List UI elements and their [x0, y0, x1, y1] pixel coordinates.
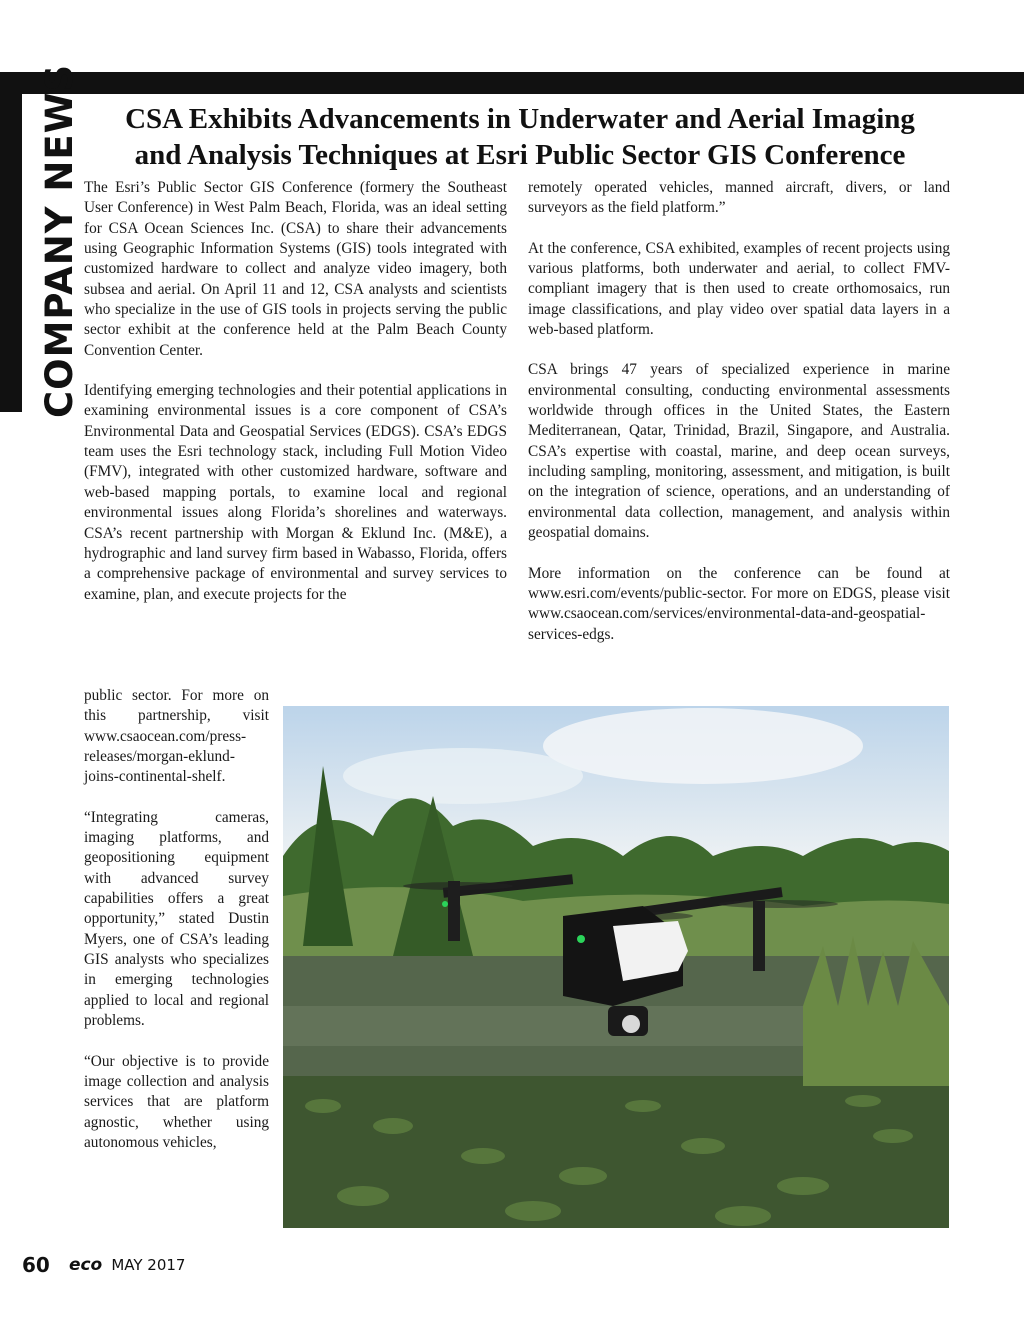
- drone-photo: [283, 706, 949, 1228]
- body-paragraph: “Integrating cameras, imaging platforms, and geopositioning equipment with advanced survey capabilities offers a great opportunity,” stated Dustin Myers, one of CSA’s leading GIS analysts who specializes in emerging technologies applied to local and regional problems.: [84, 808, 269, 1030]
- headline-line-1: CSA Exhibits Advancements in Underwater and Aerial Imaging: [125, 103, 915, 135]
- headline-line-2: and Analysis Techniques at Esri Public Sector GIS Conference: [134, 139, 906, 171]
- body-paragraph: The Esri’s Public Sector GIS Conference (formery the Southeast User Conference) in West Palm Beach, Florida, was an ideal setting for CSA Ocean Sciences Inc. (CSA) to share their advancements using Geographic Information Systems (GIS) tools integrated with customized hardware to collect and analyze video imagery, both subsea and aerial. On April 11 and 12, CSA analysts and scientists who specialize in the use of GIS tools in projects serving the public sector exhibit at the conference held at the Palm Beach County Convention Center.: [84, 179, 507, 359]
- left-column: [84, 178, 507, 605]
- body-paragraph: “Our objective is to provide image collection and analysis services that are platform agnostic, whether using autonomous vehicles,: [84, 1052, 269, 1151]
- section-label: COMPANY NEWS: [38, 63, 81, 418]
- drone-photo-icon: [283, 706, 949, 1228]
- issue-date: MAY 2017: [111, 1256, 186, 1274]
- body-paragraph: More information on the conference can be found at www.esri.com/events/public-sector. For more on EDGS, please visit www.csaocean.com/services/environmental-data-and-geospatial-services-edgs.: [528, 564, 950, 643]
- body-paragraph: remotely operated vehicles, manned aircraft, divers, or land surveyors as the field platform.”: [528, 179, 950, 217]
- body-paragraph: At the conference, CSA exhibited, examples of recent projects using various platforms, both underwater and aerial, to collect FMV-compliant imagery that is then used to create orthomosaics, run image classifications, and play video over spatial data layers in a web-based platform.: [528, 239, 950, 339]
- body-paragraph: Identifying emerging technologies and their potential applications in examining environmental issues is a core component of CSA’s Environmental Data and Geospatial Services (EDGS). CSA’s EDGS team uses the Esri technology stack, including Full Motion Video (FMV), integrated with other customized hardware, software and web-based mapping portals, to examine local and regional environmental issues along Florida’s shorelines and waterways. CSA’s recent partnership with Morgan & Eklund Inc. (M&E), a hydrographic and land survey firm based in Wabasso, Florida, offers a comprehensive package of environmental and survey services to examine, plan, and execute projects for the: [84, 382, 507, 603]
- body-text: public sector. For more on this partnership, visit www.csaocean.com/press-releases/morgan-eklund-joins-continental-shelf.: [84, 687, 269, 786]
- page-footer: [22, 1253, 185, 1279]
- magazine-name: eco: [68, 1255, 103, 1275]
- section-tab: [0, 72, 22, 412]
- header-rule: [0, 72, 1024, 94]
- article-headline: [88, 101, 952, 173]
- narrow-column: [84, 686, 269, 1153]
- body-paragraph: CSA brings 47 years of specialized experience in marine environmental consulting, conducting environmental assessments worldwide through offices in the United States, the Eastern Mediterranean, Qatar, Trinidad, Brazil, Singapore, and Australia. CSA’s expertise with coastal, marine, and deep ocean surveys, including sampling, monitoring, assessment, and mitigation, is built on the integration of science, operations, and an understanding of environmental data collection, management, and analysis within geospatial domains.: [528, 361, 950, 542]
- body-paragraph: [84, 686, 269, 788]
- page-number: 60: [22, 1253, 50, 1277]
- right-column: [528, 178, 950, 645]
